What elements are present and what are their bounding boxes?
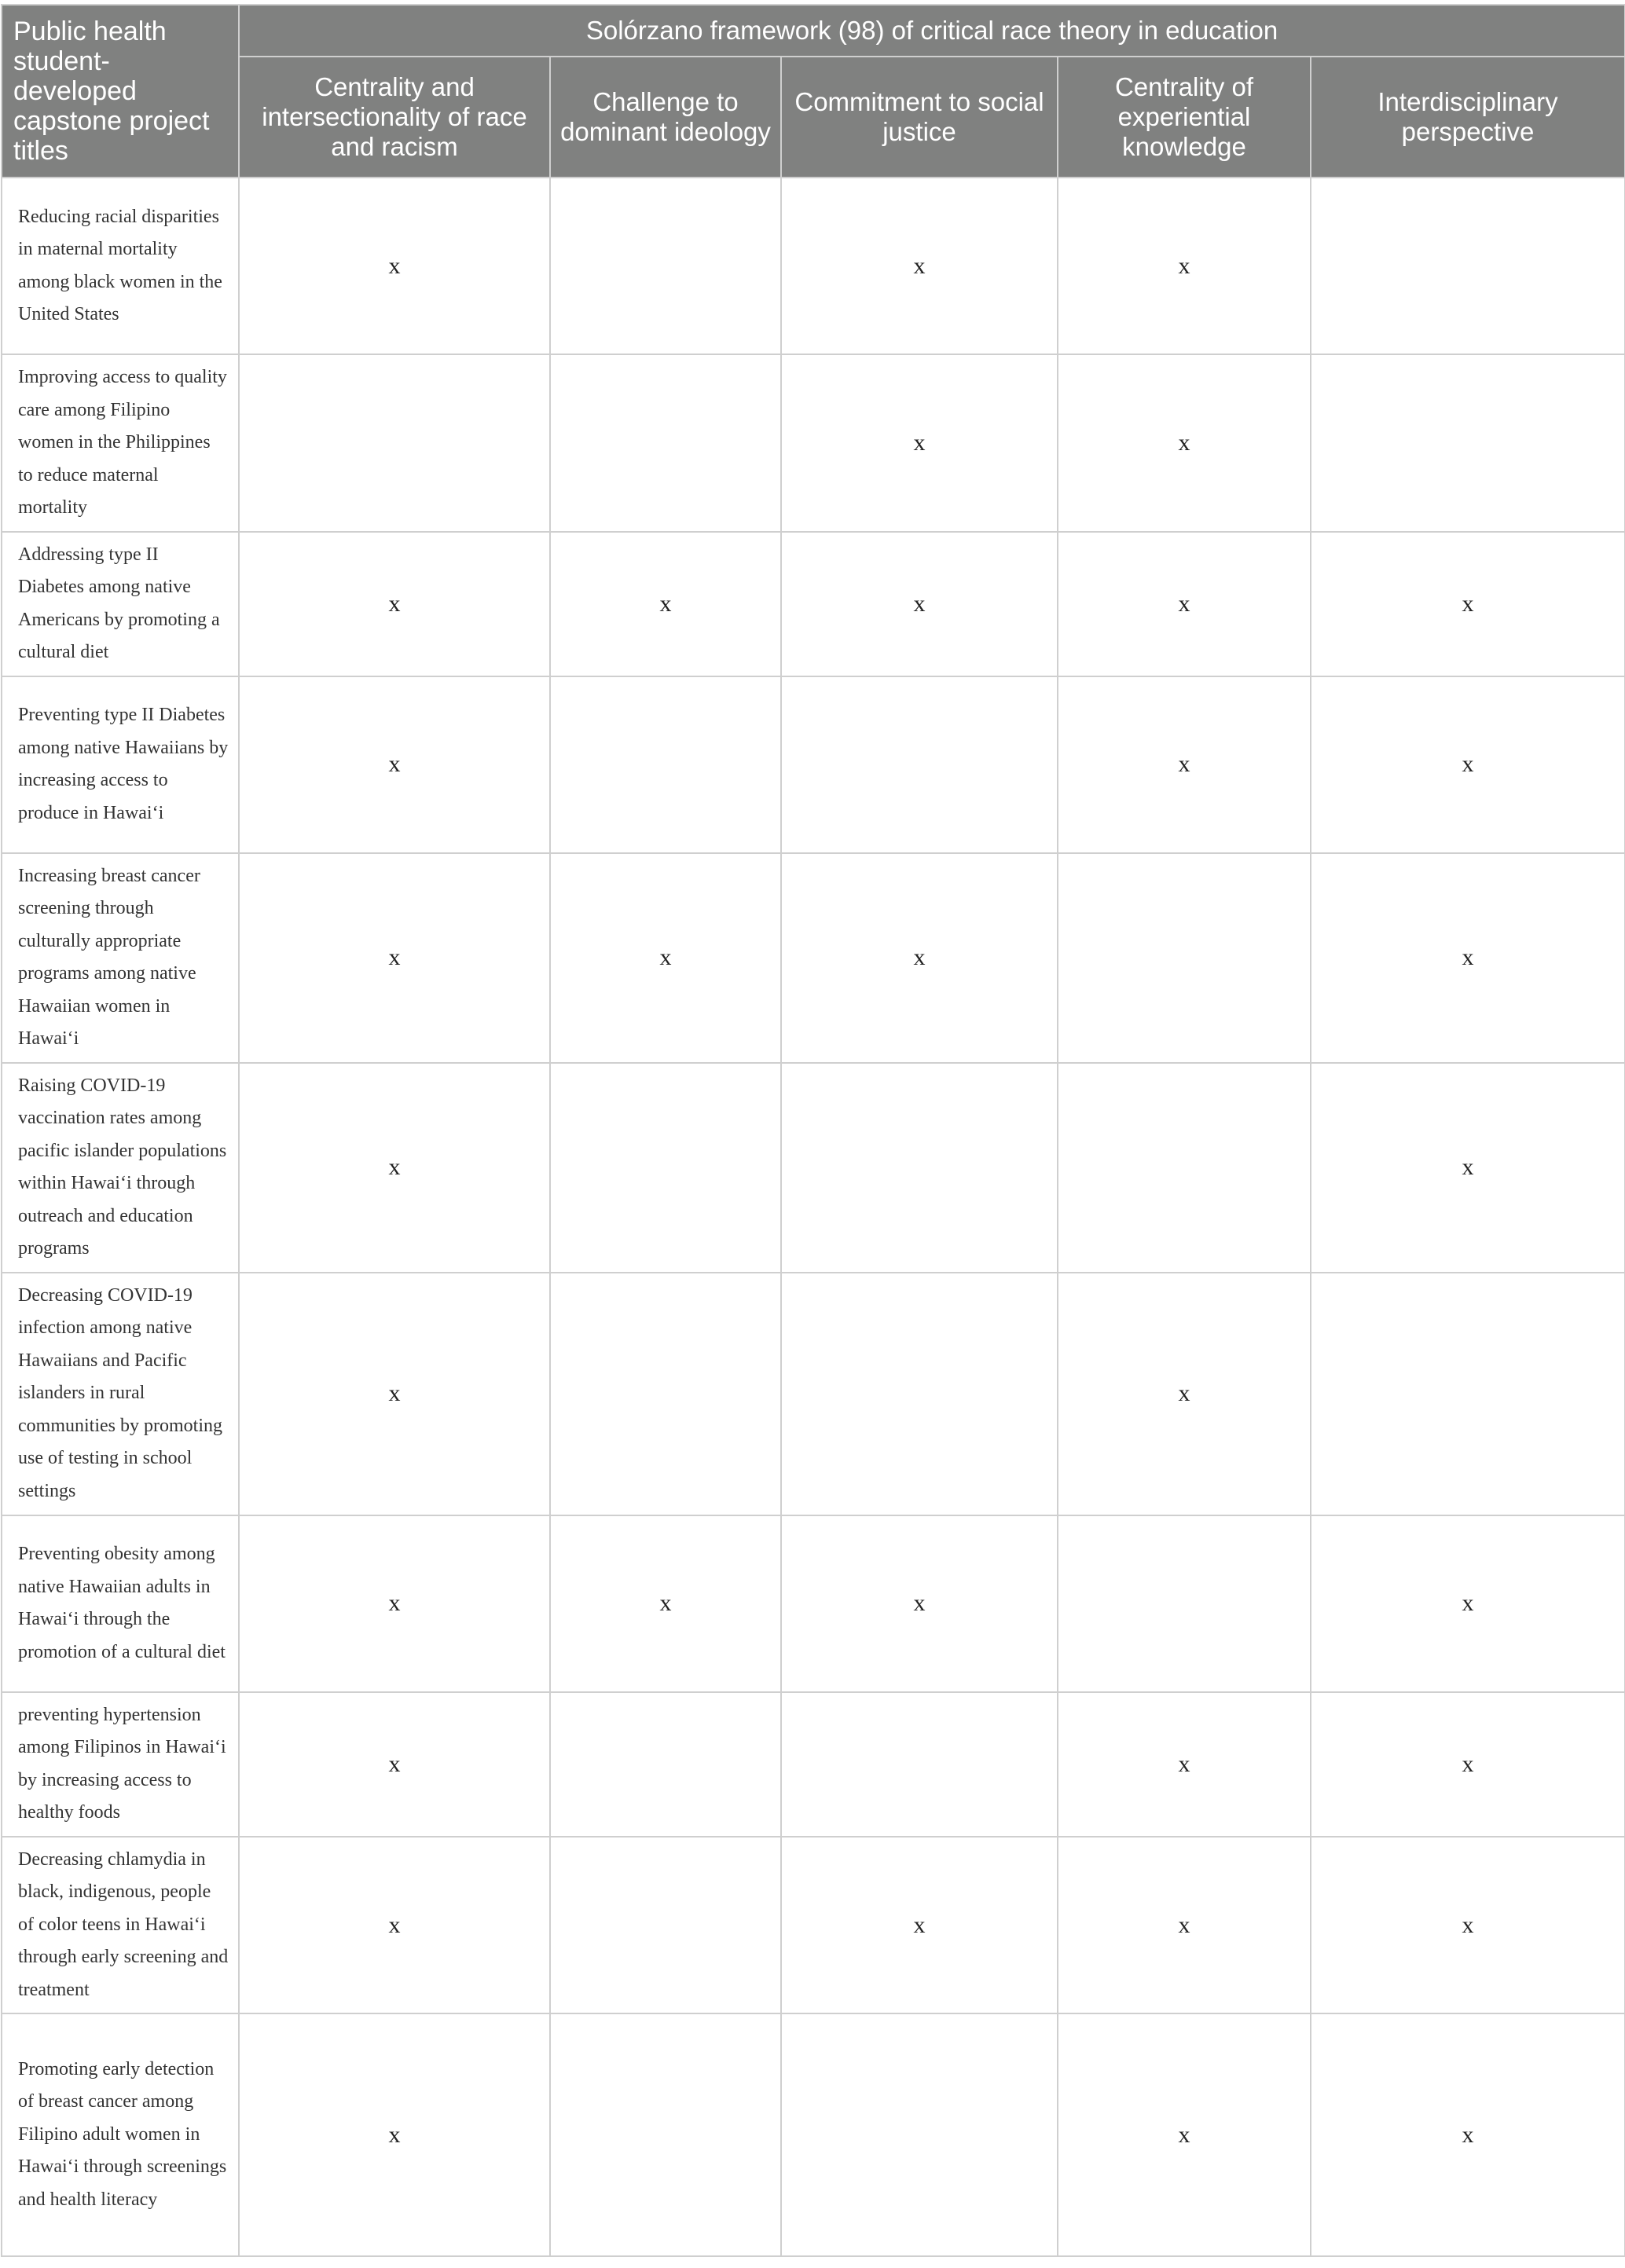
table-row xyxy=(2,532,1625,676)
project-title: Improving access to quality care among Filipino women in the Philippines to reduce maternal mortality xyxy=(18,367,227,518)
table-row xyxy=(2,2013,1625,2256)
criterion-mark-cell xyxy=(550,1063,781,1273)
criterion-mark-cell xyxy=(781,1063,1058,1273)
criterion-mark-cell xyxy=(1058,853,1311,1063)
criterion-mark-cell xyxy=(550,1837,781,2014)
project-title: Preventing obesity among native Hawaiian adults in Hawai‘i through the promotion of a cultural diet xyxy=(18,1544,226,1662)
criterion-mark-cell xyxy=(550,178,781,354)
criterion-mark-cell: x xyxy=(781,853,1058,1063)
criterion-mark-cell: x xyxy=(239,676,550,853)
criterion-mark-cell: x xyxy=(781,1837,1058,2014)
criterion-mark-cell xyxy=(781,1273,1058,1515)
table-body xyxy=(2,178,1625,2256)
project-title: Increasing breast cancer screening through culturally appropriate programs among native Hawaiian women in Hawai‘i xyxy=(18,865,200,1049)
framework-group-header: Solórzano framework (98) of critical race theory in education xyxy=(239,5,1625,57)
table-row xyxy=(2,1837,1625,2014)
criterion-mark-cell xyxy=(550,676,781,853)
criterion-header: Commitment to social justice xyxy=(781,57,1058,178)
project-title-cell xyxy=(2,178,239,354)
project-title: Preventing type II Diabetes among native Hawaiians by increasing access to produce in Hawai‘i xyxy=(18,705,229,823)
criterion-mark-cell: x xyxy=(781,532,1058,676)
project-title-cell xyxy=(2,1837,239,2014)
table-row xyxy=(2,1692,1625,1837)
criterion-mark-cell: x xyxy=(239,853,550,1063)
criterion-mark-cell: x xyxy=(239,1273,550,1515)
table-row xyxy=(2,676,1625,853)
project-title-cell xyxy=(2,1692,239,1837)
project-title: Decreasing chlamydia in black, indigenous, people of color teens in Hawai‘i through early screening and treatment xyxy=(18,1848,229,2000)
project-title-cell xyxy=(2,2013,239,2256)
project-title: Reducing racial disparities in maternal mortality among black women in the United States xyxy=(18,206,222,324)
criterion-mark-cell: x xyxy=(1058,178,1311,354)
criterion-mark-cell: x xyxy=(1058,1837,1311,2014)
criterion-header: Centrality of experiential knowledge xyxy=(1058,57,1311,178)
criterion-mark-cell: x xyxy=(1058,676,1311,853)
criterion-mark-cell: x xyxy=(781,1515,1058,1692)
table-row xyxy=(2,1273,1625,1515)
criterion-mark-cell: x xyxy=(1311,676,1625,853)
criterion-mark-cell: x xyxy=(1311,1692,1625,1837)
criterion-mark-cell: x xyxy=(550,853,781,1063)
criterion-mark-cell xyxy=(1058,1063,1311,1273)
table-header xyxy=(2,5,1625,178)
project-title-cell xyxy=(2,1063,239,1273)
criterion-mark-cell: x xyxy=(239,1515,550,1692)
project-title: Raising COVID-19 vaccination rates among pacific islander populations within Hawai‘i through outreach and education programs xyxy=(18,1075,227,1259)
table-row xyxy=(2,1515,1625,1692)
criterion-mark-cell: x xyxy=(550,532,781,676)
criterion-mark-cell xyxy=(550,354,781,532)
criterion-mark-cell xyxy=(781,676,1058,853)
criterion-mark-cell: x xyxy=(1311,853,1625,1063)
criterion-mark-cell: x xyxy=(239,178,550,354)
criterion-mark-cell xyxy=(781,2013,1058,2256)
project-title: Addressing type II Diabetes among native Americans by promoting a cultural diet xyxy=(18,544,220,662)
criterion-mark-cell: x xyxy=(1058,2013,1311,2256)
criterion-mark-cell: x xyxy=(1058,532,1311,676)
corner-header: Public health student-developed capstone project titles xyxy=(2,5,239,178)
criterion-mark-cell xyxy=(550,2013,781,2256)
criterion-mark-cell: x xyxy=(1311,532,1625,676)
criterion-mark-cell: x xyxy=(1311,1063,1625,1273)
project-title: Decreasing COVID-19 infection among native Hawaiians and Pacific islanders in rural communities by promoting use of testing in school settings xyxy=(18,1284,222,1501)
table-row xyxy=(2,853,1625,1063)
criterion-mark-cell: x xyxy=(1311,2013,1625,2256)
project-title-cell xyxy=(2,676,239,853)
criterion-mark-cell: x xyxy=(1311,1515,1625,1692)
criterion-header: Challenge to dominant ideology xyxy=(550,57,781,178)
critical-race-theory-table xyxy=(1,4,1625,2257)
criterion-mark-cell: x xyxy=(239,1837,550,2014)
criterion-mark-cell: x xyxy=(1311,1837,1625,2014)
criterion-mark-cell: x xyxy=(239,532,550,676)
criterion-mark-cell xyxy=(781,1692,1058,1837)
criterion-mark-cell: x xyxy=(1058,1692,1311,1837)
criterion-mark-cell xyxy=(239,354,550,532)
project-title: Promoting early detection of breast cancer among Filipino adult women in Hawai‘i through screenings and health literacy xyxy=(18,2058,227,2210)
criterion-mark-cell: x xyxy=(781,354,1058,532)
criterion-mark-cell: x xyxy=(550,1515,781,1692)
project-title-cell xyxy=(2,853,239,1063)
criterion-mark-cell: x xyxy=(239,1063,550,1273)
criterion-mark-cell xyxy=(1311,1273,1625,1515)
table-row xyxy=(2,354,1625,532)
criterion-mark-cell: x xyxy=(1058,354,1311,532)
table-row xyxy=(2,1063,1625,1273)
criterion-header: Centrality and intersectionality of race and racism xyxy=(239,57,550,178)
criterion-mark-cell: x xyxy=(239,2013,550,2256)
project-title-cell xyxy=(2,1273,239,1515)
project-title-cell xyxy=(2,354,239,532)
criterion-mark-cell xyxy=(550,1273,781,1515)
criterion-mark-cell xyxy=(550,1692,781,1837)
criterion-mark-cell: x xyxy=(239,1692,550,1837)
criterion-mark-cell: x xyxy=(1058,1273,1311,1515)
criterion-mark-cell xyxy=(1311,178,1625,354)
project-title-cell xyxy=(2,1515,239,1692)
project-title: preventing hypertension among Filipinos in Hawai‘i by increasing access to healthy foods xyxy=(18,1704,226,1823)
criterion-header: Interdisciplinary perspective xyxy=(1311,57,1625,178)
project-title-cell xyxy=(2,532,239,676)
criterion-mark-cell xyxy=(1311,354,1625,532)
table-row xyxy=(2,178,1625,354)
criterion-mark-cell: x xyxy=(781,178,1058,354)
criterion-mark-cell xyxy=(1058,1515,1311,1692)
